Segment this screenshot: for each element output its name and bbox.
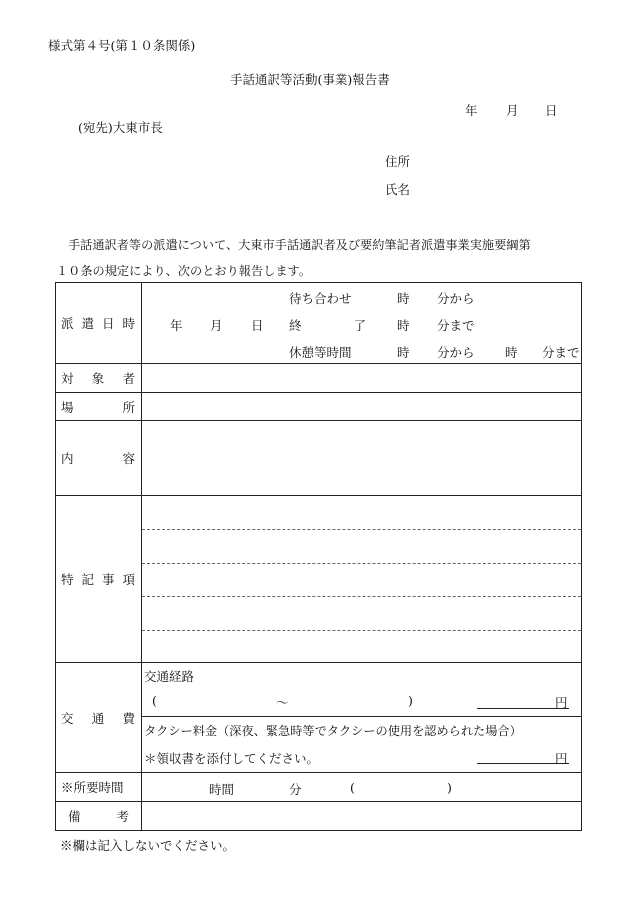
route-yen: 円 (555, 695, 568, 710)
transport-label: 交 通 費 (56, 663, 142, 773)
required-min: 分 (289, 782, 302, 797)
dispatch-field[interactable] (142, 283, 582, 364)
dispatch-month: 月 (210, 318, 223, 333)
page-title: 手話通訳等活動(事業)報告書 (230, 72, 390, 87)
dispatch-label: 派 遣 日 時 (56, 283, 142, 364)
content-label: 内 容 (56, 421, 142, 496)
date-year: 年 (465, 103, 478, 118)
meet-hour: 時 (397, 291, 410, 306)
row-required-time (56, 773, 582, 802)
dispatch-day: 日 (251, 318, 264, 333)
meet-min: 分から (437, 291, 475, 306)
row-content (56, 421, 582, 496)
route-label: 交通経路 (144, 669, 195, 684)
addressee: (宛先)大東市長 (78, 120, 163, 135)
meet-label: 待ち合わせ (289, 291, 352, 306)
row-place (56, 393, 582, 421)
dispatch-year: 年 (170, 318, 183, 333)
receipt-note: ＊領収書を添付してください。 (144, 751, 320, 766)
rest-hour-2: 時 (505, 345, 518, 360)
row-notes (56, 496, 582, 663)
required-time-field[interactable] (142, 773, 582, 802)
transport-field[interactable] (142, 663, 582, 773)
notes-line-3 (142, 596, 581, 597)
required-paren-open: ( (350, 780, 355, 795)
rest-min-1: 分から (437, 345, 475, 360)
intro-line-2: １０条の規定により、次のとおり報告します。 (56, 264, 311, 278)
taxi-yen: 円 (555, 751, 568, 766)
route-paren-open: ( (152, 693, 157, 708)
rest-hour-1: 時 (397, 345, 410, 360)
route-tilde: ～ (276, 695, 289, 710)
remarks-field[interactable] (142, 802, 582, 831)
end-hour: 時 (397, 318, 410, 333)
footer-note: ※欄は記入しないでください。 (60, 838, 236, 853)
required-paren-close: ) (447, 780, 452, 795)
notes-line-1 (142, 529, 581, 530)
form-number: 様式第４号(第１０条関係) (48, 38, 196, 53)
date-day: 日 (545, 103, 558, 118)
route-paren-close: ) (408, 693, 413, 708)
place-field[interactable] (142, 393, 582, 421)
place-label: 場 所 (56, 393, 142, 421)
row-transport (56, 663, 582, 773)
notes-label: 特 記 事 項 (56, 496, 142, 663)
required-hour: 時間 (209, 782, 235, 797)
end-min: 分まで (437, 318, 475, 333)
row-remarks (56, 802, 582, 831)
notes-field[interactable] (142, 496, 582, 663)
name-label: 氏名 (385, 182, 411, 197)
rest-label: 休憩等時間 (289, 345, 352, 360)
notes-line-2 (142, 563, 581, 564)
subject-label: 対 象 者 (56, 364, 142, 393)
address-label: 住所 (385, 154, 411, 169)
row-dispatch (56, 283, 582, 364)
row-subject (56, 364, 582, 393)
content-field[interactable] (142, 421, 582, 496)
transport-divider (142, 716, 581, 717)
report-table (55, 282, 582, 831)
notes-line-4 (142, 630, 581, 631)
required-time-label: ※所要時間 (56, 773, 142, 802)
intro-line-1: 手話通訳者等の派遣について、大東市手話通訳者及び要約筆記者派遣事業実施要綱第 (68, 238, 531, 252)
taxi-label: タクシー料金（深夜、緊急時等でタクシーの使用を認められた場合） (144, 724, 522, 738)
subject-field[interactable] (142, 364, 582, 393)
date-month: 月 (506, 103, 519, 118)
rest-min-2: 分まで (542, 345, 580, 360)
remarks-label: 備 考 (56, 802, 142, 831)
end-label: 終 了 (289, 318, 366, 333)
